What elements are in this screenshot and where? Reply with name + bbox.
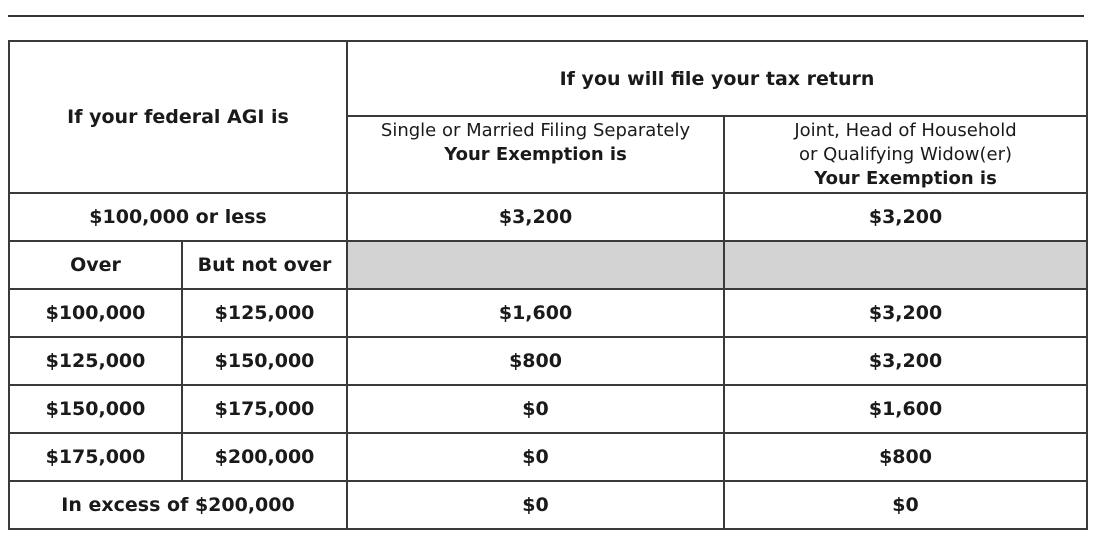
not-over-cell: $125,000 — [182, 289, 347, 337]
table-row — [9, 337, 1087, 385]
over-cell: $100,000 — [9, 289, 182, 337]
top-divider — [8, 15, 1084, 17]
table-row — [9, 385, 1087, 433]
agi-cell: $100,000 or less — [9, 193, 347, 241]
agi-cell: In excess of $200,000 — [9, 481, 347, 529]
joint-exemption-cell: $3,200 — [724, 193, 1087, 241]
joint-column-label-line2: or Qualifying Widow(er) — [798, 144, 1013, 165]
agi-header-label: If your federal AGI is — [67, 106, 289, 128]
exemption-table — [8, 40, 1088, 530]
table-row — [9, 289, 1087, 337]
over-cell: $175,000 — [9, 433, 182, 481]
table-row — [9, 433, 1087, 481]
filing-header-label: If you will file your tax return — [559, 67, 875, 90]
over-header-cell: Over — [9, 241, 182, 289]
not-over-cell: $150,000 — [182, 337, 347, 385]
joint-exemption-cell: $3,200 — [724, 289, 1087, 337]
range-header-row — [9, 241, 1087, 289]
table-row — [9, 193, 1087, 241]
not-over-cell: $200,000 — [182, 433, 347, 481]
agi-header-cell — [9, 41, 347, 193]
over-cell: $125,000 — [9, 337, 182, 385]
single-exemption-cell: $800 — [347, 337, 724, 385]
single-exemption-cell: $3,200 — [347, 193, 724, 241]
joint-exemption-cell: $0 — [724, 481, 1087, 529]
filing-header-cell — [347, 41, 1087, 116]
single-exemption-cell: $0 — [347, 385, 724, 433]
shaded-cell — [347, 241, 724, 289]
joint-column-header — [724, 116, 1087, 193]
not-over-cell: $175,000 — [182, 385, 347, 433]
joint-column-label-line1: Joint, Head of Household — [794, 120, 1017, 141]
joint-exemption-cell: $800 — [724, 433, 1087, 481]
single-exemption-cell: $0 — [347, 481, 724, 529]
header-row-1 — [9, 41, 1087, 116]
joint-exemption-cell: $3,200 — [724, 337, 1087, 385]
shaded-cell — [724, 241, 1087, 289]
not-over-header-cell: But not over — [182, 241, 347, 289]
single-column-header — [347, 116, 724, 193]
single-column-label: Single or Married Filing Separately — [380, 120, 691, 141]
single-exemption-cell: $1,600 — [347, 289, 724, 337]
table-row — [9, 481, 1087, 529]
single-exemption-cell: $0 — [347, 433, 724, 481]
joint-column-exemption-label: Your Exemption is — [814, 168, 997, 189]
joint-exemption-cell: $1,600 — [724, 385, 1087, 433]
over-cell: $150,000 — [9, 385, 182, 433]
single-column-exemption-label: Your Exemption is — [444, 144, 627, 165]
